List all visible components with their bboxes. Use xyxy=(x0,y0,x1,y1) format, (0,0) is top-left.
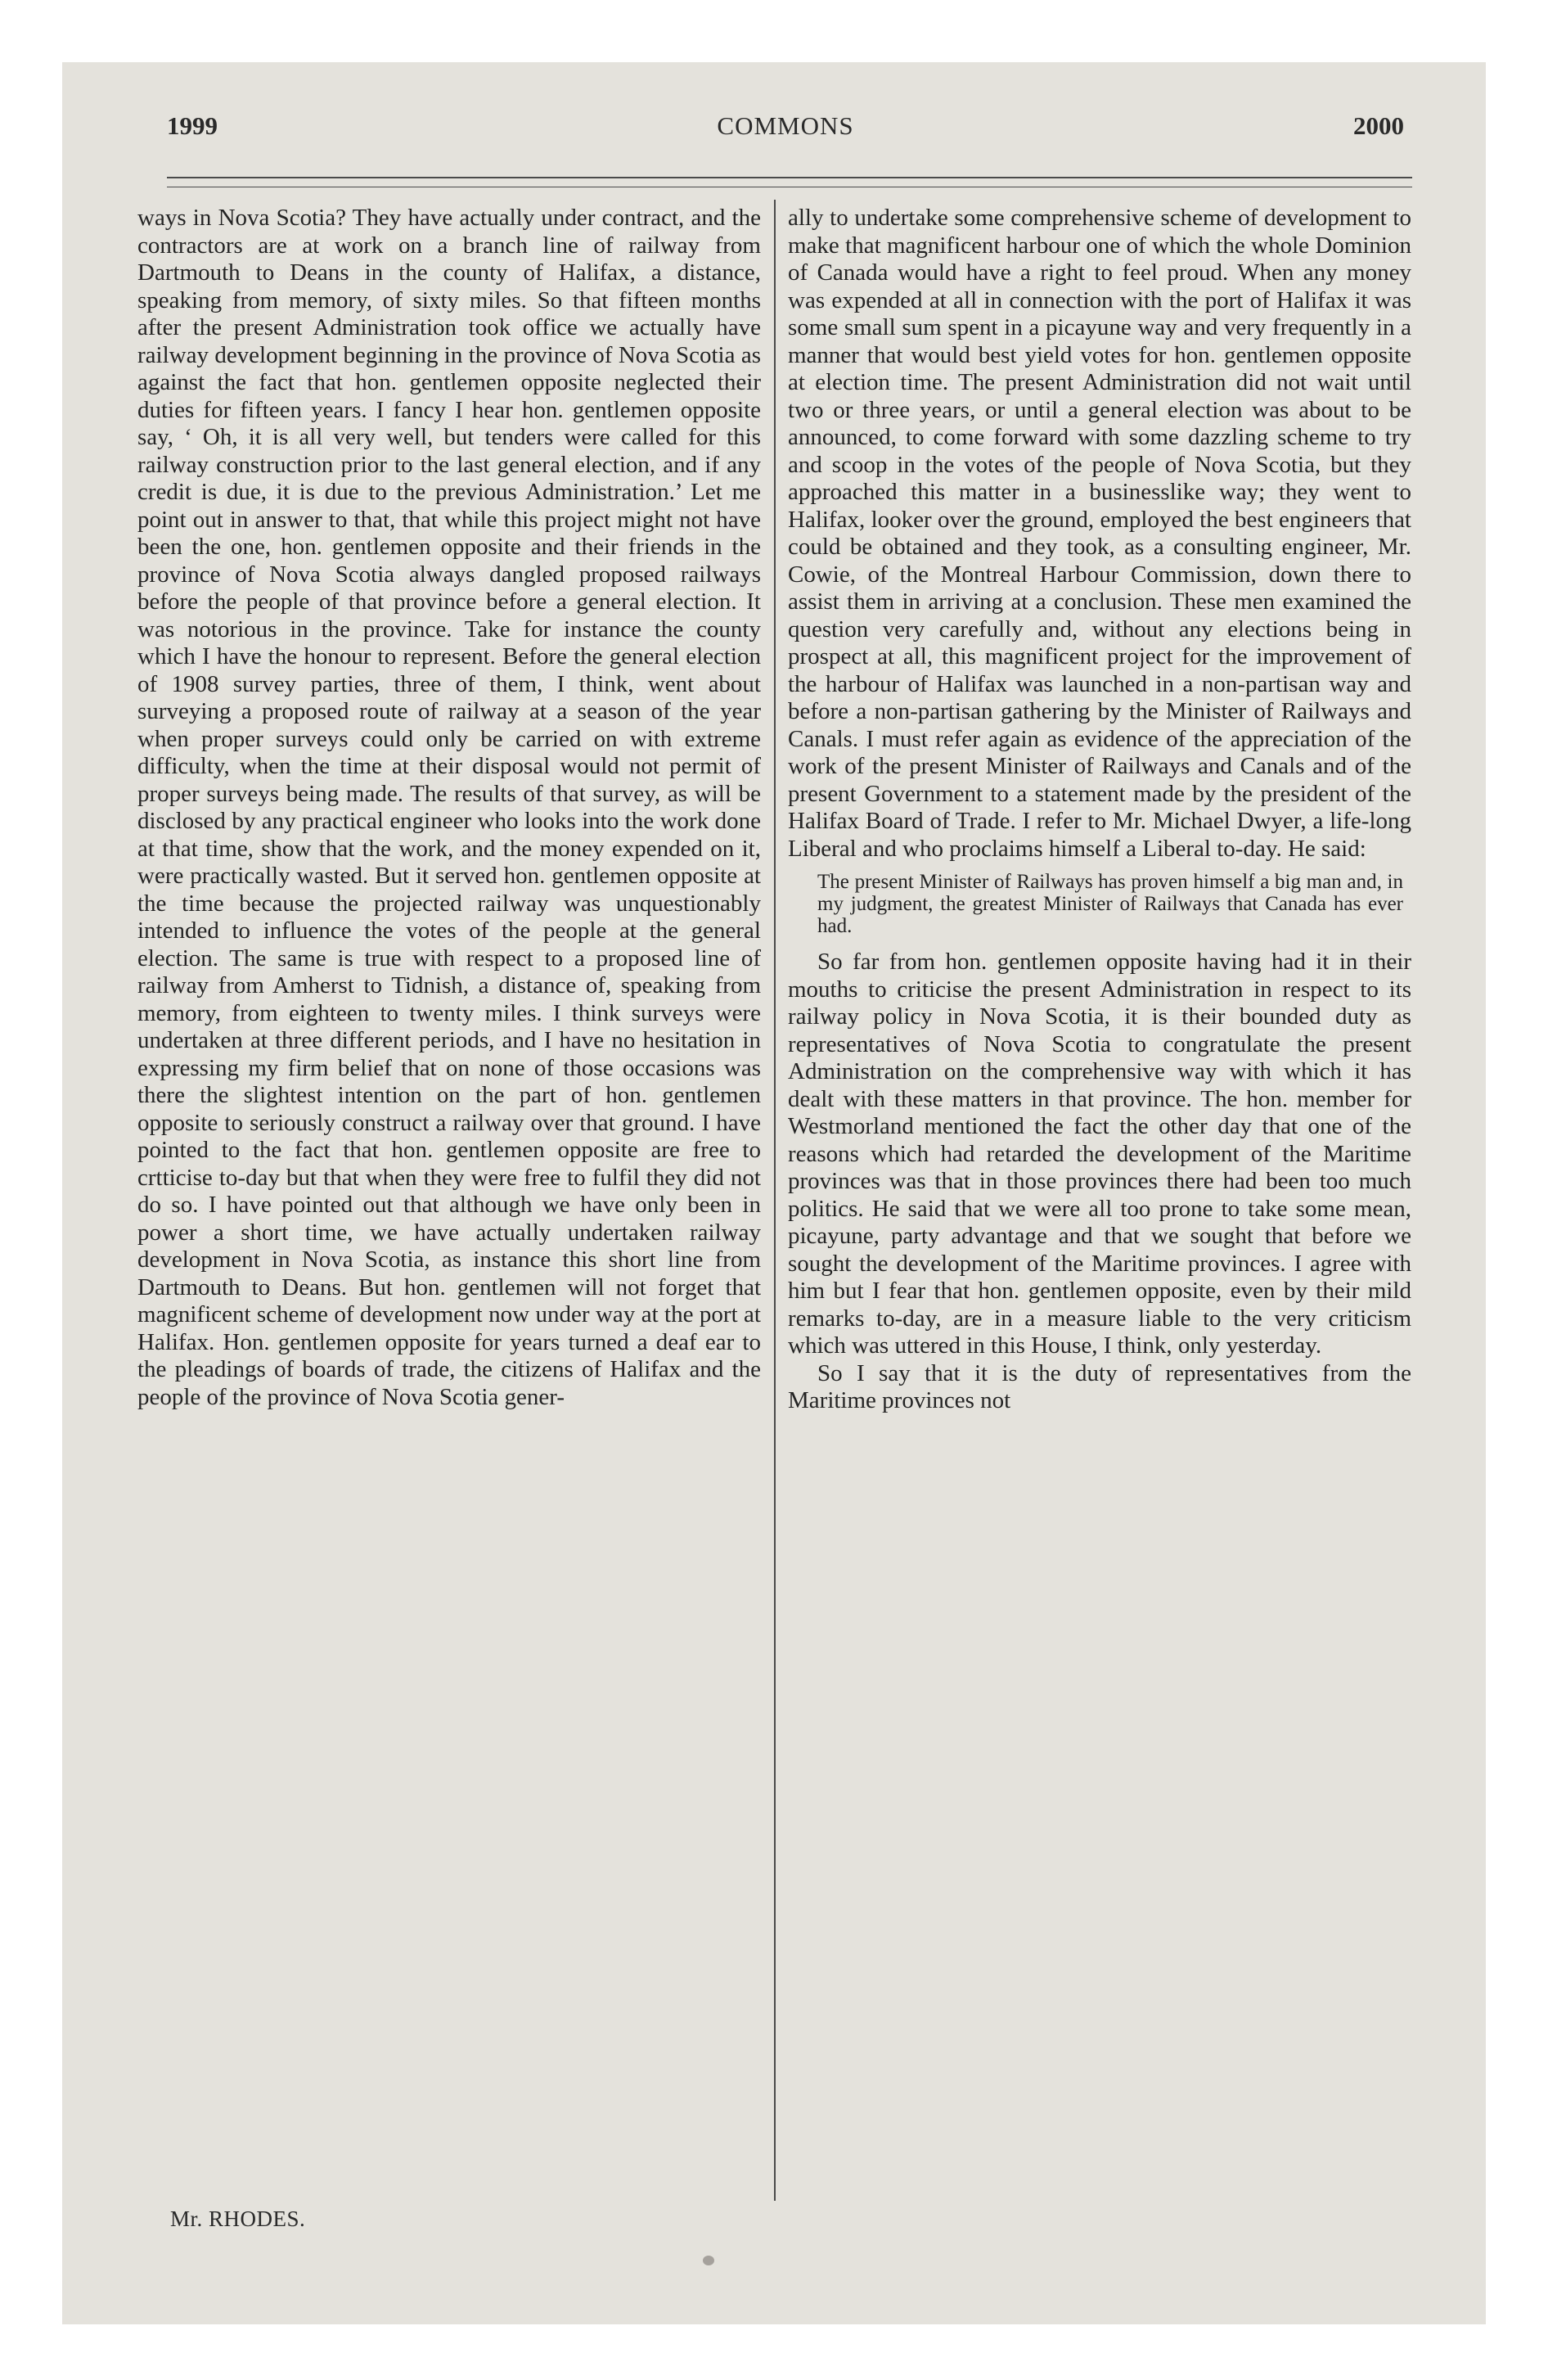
right-column-paragraph-1: ally to undertake some comprehensive scheme of development to make that magnificent harbour one of which the whole Dominion of Canada would have a right to feel proud. When any money was expended at all in connection with the port of Halifax it was some small sum spent in a picayune way and very frequently in a manner that would best yield votes for hon. gentlemen opposite at election time. The present Administration did not wait until two or three years, or until a general election was about to be announced, to come forward with some dazzling scheme to try and scoop in the votes of the people of Nova Scotia, but they approached this matter in a businesslike way; they went to Halifax, looker over the ground, employed the best engineers that could be obtained and they took, as a consulting engineer, Mr. Cowie, of the Montreal Harbour Commission, down there to assist them in arriving at a conclusion. These men examined the question very carefully and, without any elections being in prospect at all, this magnificent project for the improvement of the harbour of Halifax was launched in a non-partisan way and before a non-partisan gathering by the Minister of Railways and Canals. I must refer again as evidence of the appreciation of the work of the present Minister of Railways and Canals and of the present Government to a statement made by the president of the Halifax Board of Trade. I refer to Mr. Michael Dwyer, a life-long Liberal and who proclaims himself a Liberal to-day. He said: xyxy=(788,205,1411,862)
right-column xyxy=(788,205,1411,1415)
page-header xyxy=(167,111,1404,146)
right-column-paragraph-2: So far from hon. gentlemen opposite having had it in their mouths to criticise the present Administration in respect to its railway policy in Nova Scotia, it is their bounded duty as representatives of Nova Scotia to congratulate the present Administration on the comprehensive way with which it has dealt with these matters in that province. The hon. member for Westmorland mentioned the fact the other day that one of the reasons which had retarded the development of the Maritime provinces was that in those provinces there had been too much politics. He said that we were all too prone to take some mean, picayune, party advantage and that we sought that before we sought the development of the Maritime provinces. I agree with him but I fear that hon. gentlemen opposite, even by their mild remarks to-day, are in a measure liable to the very criticism which was uttered in this House, I think, only yesterday. xyxy=(788,949,1411,1359)
right-page-number: 2000 xyxy=(1353,111,1404,140)
block-quote: The present Minister of Railways has proven himself a big man and, in my judgment, the greatest Minister of Railways that Canada has ever had. xyxy=(817,871,1403,937)
running-head: COMMONS xyxy=(717,111,854,140)
speaker-footer: Mr. RHODES. xyxy=(170,2206,306,2231)
header-rule-top xyxy=(167,177,1412,178)
right-column-paragraph-3: So I say that it is the duty of representatives from the Maritime provinces not xyxy=(788,1359,1411,1413)
column-divider xyxy=(774,200,776,2201)
left-column-paragraph: ways in Nova Scotia? They have actually under contract, and the contractors are at work on a branch line of railway from Dartmouth to Deans in the county of Halifax, a distance, speaking from memory, of sixty miles. So that fifteen months after the present Administration took office we actually have railway development beginning in the province of Nova Scotia as against the fact that hon. gentlemen opposite neglected their duties for fifteen years. I fancy I hear hon. gentlemen opposite say, ‘ Oh, it is all very well, but tenders were called for this railway construction prior to the last general election, and if any credit is due, it is due to the previous Administration.’ Let me point out in answer to that, that while this project might not have been the one, hon. gentlemen opposite and their friends in the province of Nova Scotia always dangled proposed railways before the people of that province before a general election. It was notorious in the province. Take for instance the county which I have the honour to represent. Before the general election of 1908 survey parties, three of them, I think, went about surveying a proposed route of railway at a season of the year when proper surveys could only be carried on with extreme difficulty, when the time at their disposal would not permit of proper surveys being made. The results of that survey, as will be disclosed by any practical engineer who looks into the work done at that time, show that the work, and the money expended on it, were practically wasted. But it served hon. gentlemen opposite at the time because the projected railway was unquestionably intended to influence the votes of the people at the general election. The same is true with respect to a proposed line of railway from Amherst to Tidnish, a distance of, speaking from memory, from eighteen to twenty miles. I think surveys were undertaken at three different periods, and I have no hesitation in expressing my firm belief that on none of those occasions was there the slightest intention on the part of hon. gentlemen opposite to seriously construct a railway over that ground. I have pointed to the fact that hon. gentlemen opposite are free to crtticise to-day but that when they were free to fulfil they did not do so. I have pointed out that although we have only been in power a short time, we have actually undertaken railway development in Nova Scotia, as instance this short line from Dartmouth to Deans. But hon. gentlemen will not forget that magnificent scheme of development now under way at the port at Halifax. Hon. gentlemen opposite for years turned a deaf ear to the pleadings of boards of trade, the citizens of Halifax and the people of the province of Nova Scotia gener- xyxy=(137,205,761,1410)
left-page-number: 1999 xyxy=(167,111,218,140)
ink-blot xyxy=(703,2256,714,2265)
page-sheet xyxy=(62,62,1486,2324)
left-column xyxy=(137,205,761,1411)
